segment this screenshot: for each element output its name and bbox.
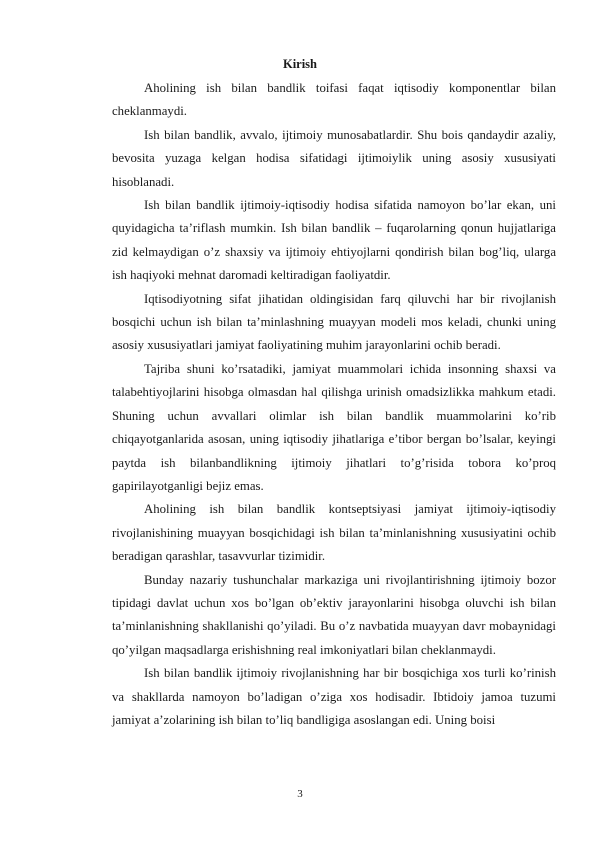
paragraph-8: Ish bilan bandlik ijtimoiy rivojlanishning har bir bosqichiga xos turli ko’rinish va shakllarda namoyon bo’ladigan o’ziga xos hodisadir. Ibtidoiy jamoa tuzumi jamiyat a’zolarining ish bilan to’liq bandligiga asoslangan edi. Uning boisi: [112, 666, 556, 727]
paragraph-2: Ish bilan bandlik, avvalo, ijtimoiy munosabatlardir. Shu bois qandaydir azaliy, bevosita yuzaga kelgan hodisa sifatidagi ijtimoiylik uning asosiy xususiyati hisoblanadi.: [112, 127, 556, 189]
section-title: Kirish: [282, 57, 318, 71]
paragraph-6: Aholining ish bilan bandlik kontseptsiyasi jamiyat ijtimoiy-iqtisodiy rivojlanishining muayyan bosqichidagi ish bilan ta’minlanishning xususiyatini ochib beradigan qarashlar, tasavvurlar tizimidir.: [112, 502, 556, 564]
paragraph-7: Bunday nazariy tushunchalar markaziga uni rivojlantirishning ijtimoiy bozor tipidagi davlat uchun xos bo’lgan ob’ektiv jarayonlarini hisobga oluvchi ish bilan ta’minlanishning shakllanishi qo’yiladi. Bu o’z navbatida muayyan davr mobaynidagi qo’yilgan maqsadlarga erishishning real imkoniyatlari bilan cheklanmaydi.: [112, 572, 556, 657]
page-number: 3: [297, 788, 303, 800]
body-text: [112, 77, 556, 732]
paragraph-4: Iqtisodiyotning sifat jihatidan oldingisidan farq qiluvchi har bir rivojlanish bosqichi uchun ish bilan ta’minlashning muayyan modeli mos keladi, chunki uning asosiy xususiyatlari jamiyat faoliyatining muhim jarayonlarini ochib beradi.: [112, 291, 556, 353]
paragraph-1: Aholining ish bilan bandlik toifasi faqat iqtisodiy komponentlar bilan cheklanmaydi.: [112, 81, 556, 119]
paragraph-5: Tajriba shuni ko’rsatadiki, jamiyat muammolari ichida insonning shaxsi va talabehtiyojlarini hisobga olmasdan hal qilishga urinish omadsizlikka mahkum etadi. Shuning uchun avvallari olimlar ish bilan bandlik muammolarini ko’rib chiqayotganlarida asosan, uning iqtisodiy jihatlariga e’tibor bergan bo’lsalar, keyingi paytda ish bilanbandlikning ijtimoiy jihatlari to’g’risida tobora ko’proq gapirilayotganligi bejiz emas.: [112, 361, 556, 493]
paragraph-3: Ish bilan bandlik ijtimoiy-iqtisodiy hodisa sifatida namoyon bo’lar ekan, uni quyidagicha ta’riflash mumkin. Ish bilan bandlik – fuqarolarning qonun hujjatlariga zid kelmaydigan o’z shaxsiy va ijtimoiy ehtiyojlarni qondirish bilan bog’liq, ularga ish haqiyoki mehnat daromadi keltiradigan faoliyatdir.: [112, 198, 556, 283]
